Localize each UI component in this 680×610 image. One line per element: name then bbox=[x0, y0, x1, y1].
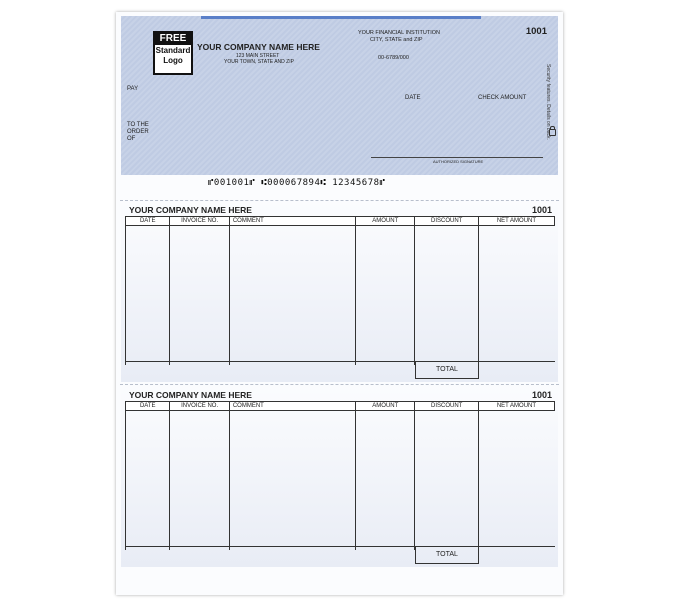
stub-table bbox=[125, 216, 555, 365]
table-cell bbox=[478, 226, 554, 366]
logo-free-text: FREE bbox=[155, 33, 191, 45]
pay-label: PAY bbox=[127, 86, 139, 92]
col-discount: DISCOUNT bbox=[415, 217, 478, 226]
stub-number: 1001 bbox=[531, 205, 552, 215]
date-label: DATE bbox=[405, 95, 421, 101]
check-sheet bbox=[116, 12, 563, 595]
stub-number: 1001 bbox=[531, 390, 552, 400]
routing-fraction: 00-6789/000 bbox=[378, 55, 409, 61]
total-line bbox=[125, 546, 555, 547]
total-label: TOTAL bbox=[415, 547, 479, 564]
col-amount: AMOUNT bbox=[356, 402, 415, 411]
total-label: TOTAL bbox=[415, 362, 479, 379]
signature-label: AUTHORIZED SIGNATURE bbox=[433, 159, 484, 164]
stub-company-name: YOUR COMPANY NAME HERE bbox=[129, 390, 252, 400]
table-cell bbox=[356, 226, 415, 366]
bank-name: YOUR FINANCIAL INSTITUTION bbox=[358, 30, 440, 36]
col-date: DATE bbox=[126, 402, 170, 411]
col-net-amount: NET AMOUNT bbox=[478, 217, 554, 226]
of-label: OF bbox=[127, 136, 136, 142]
order-label: ORDER bbox=[127, 129, 149, 135]
perforation-1 bbox=[120, 200, 559, 201]
table-cell bbox=[229, 226, 355, 366]
logo-logo-text: Logo bbox=[163, 56, 183, 65]
bank-city: CITY, STATE and ZIP bbox=[370, 37, 423, 43]
check-amount-label: CHECK AMOUNT bbox=[478, 95, 527, 101]
to-the-label: TO THE bbox=[127, 122, 149, 128]
logo-box bbox=[153, 31, 193, 75]
stub-company-name: YOUR COMPANY NAME HERE bbox=[129, 205, 252, 215]
signature-line bbox=[371, 157, 543, 158]
padlock-icon bbox=[549, 129, 556, 136]
total-line bbox=[125, 361, 555, 362]
col-amount: AMOUNT bbox=[356, 217, 415, 226]
check-company-name: YOUR COMPANY NAME HERE bbox=[197, 42, 320, 52]
table-cell bbox=[170, 226, 229, 366]
security-features-text: Security features. Details on back. bbox=[545, 64, 551, 140]
check-town: YOUR TOWN, STATE AND ZIP bbox=[224, 59, 294, 65]
col-invoice: INVOICE NO. bbox=[170, 402, 229, 411]
col-date: DATE bbox=[126, 217, 170, 226]
check-number: 1001 bbox=[525, 26, 547, 37]
col-discount: DISCOUNT bbox=[415, 402, 478, 411]
stub-2 bbox=[121, 387, 558, 567]
perforation-2 bbox=[120, 384, 559, 385]
col-comment: COMMENT bbox=[229, 217, 355, 226]
table-cell bbox=[229, 411, 355, 551]
micr-line: ⑈001001⑈ ⑆000067894⑆ 12345678⑈ bbox=[208, 178, 386, 188]
table-cell bbox=[415, 411, 478, 551]
stub-table bbox=[125, 401, 555, 550]
table-cell bbox=[126, 411, 170, 551]
table-cell bbox=[356, 411, 415, 551]
table-cell bbox=[170, 411, 229, 551]
logo-standard-text: Standard bbox=[155, 46, 191, 55]
col-invoice: INVOICE NO. bbox=[170, 217, 229, 226]
table-cell bbox=[415, 226, 478, 366]
check-top-bar bbox=[201, 16, 481, 19]
stub-1 bbox=[121, 202, 558, 382]
check-face bbox=[121, 16, 558, 175]
table-cell bbox=[126, 226, 170, 366]
col-comment: COMMENT bbox=[229, 402, 355, 411]
col-net-amount: NET AMOUNT bbox=[478, 402, 554, 411]
table-cell bbox=[478, 411, 554, 551]
check-street: 123 MAIN STREET bbox=[236, 53, 280, 59]
